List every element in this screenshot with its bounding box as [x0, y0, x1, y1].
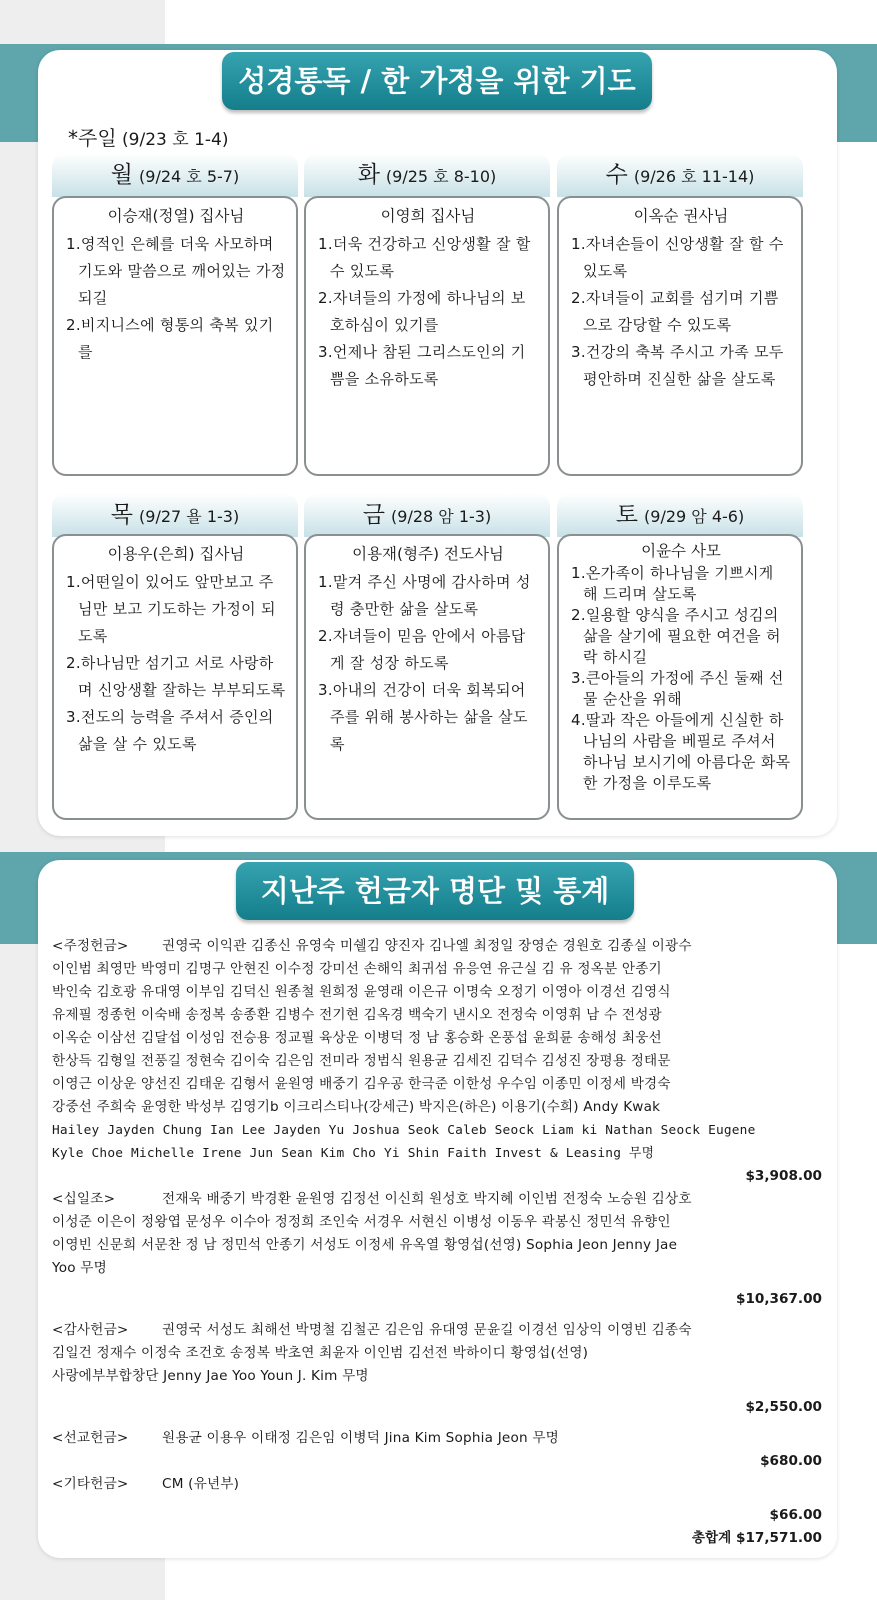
donor-names: CM (유년부) [162, 1476, 240, 1492]
donor-names: 사랑에부부합창단 Jenny Jae Yoo Youn J. Kim 무명 [52, 1368, 369, 1384]
day-ref: (9/27 욜 1-3) [139, 507, 240, 526]
offering-amount: $66.00 [769, 1507, 822, 1523]
donor-names: Yoo 무명 [52, 1260, 107, 1276]
donor-names: 권영국 이익관 김종신 유영숙 미쉘김 양진자 김나엘 최정일 장영순 경원호 김종실 이광수 [162, 938, 692, 954]
offering-amount: $680.00 [760, 1453, 822, 1469]
prayer-item: 2.일용할 양식을 주시고 성김의 삶을 살기에 필요한 여건을 허락 하시길 [571, 606, 781, 666]
prayer-box-saturday [557, 534, 803, 820]
day-ref: (9/26 호 11-14) [633, 167, 755, 186]
offering-line [52, 1188, 822, 1211]
prayer-section-title: 성경통독 / 한 가정을 위한 기도 [222, 52, 652, 110]
prayer-box-wednesday [557, 196, 803, 476]
prayer-item: 2.자녀들이 교회를 섬기며 기쁨으로 감당할 수 있도록 [571, 289, 779, 334]
prayer-item: 2.자녀들이 믿음 안에서 아름답게 잘 성장 하도록 [318, 627, 526, 672]
donor-names: Kyle Choe Michelle Irene Jun Sean Kim Cho Yi Shin Faith Invest & Leasing 무명 [52, 1146, 655, 1161]
donor-names: 김일건 정재수 이정숙 조건호 송정복 박초연 최윤자 이인범 김선전 박하이디 황영섭(선영) [52, 1345, 589, 1361]
donor-names: 유제필 정종헌 이숙배 송정복 송종환 김병수 전기현 김옥경 백숙기 낸시오 전정숙 이영휘 남 수 전성광 [52, 1007, 662, 1023]
day-ref: (9/24 호 5-7) [139, 167, 240, 186]
offering-category-label: <선교헌금> [52, 1430, 129, 1446]
offering-amount: $10,367.00 [736, 1291, 822, 1307]
donor-names: 강중선 주희숙 윤영한 박성부 김영기b 이크리스티나(강세근) 박지은(하은) 이용기(수희) Andy Kwak [52, 1099, 661, 1115]
day-label: 수 [605, 162, 628, 188]
offering-line [52, 1319, 822, 1342]
day-ref: (9/29 암 4-6) [644, 507, 745, 526]
tab-wednesday [557, 153, 803, 197]
day-label: 목 [110, 502, 134, 528]
grand-total: 총합계 $17,571.00 [691, 1530, 822, 1546]
donor-names: 이영근 이상운 양선진 김태운 김형서 윤원영 배중기 김우공 한극준 이한성 우수임 이종민 이정세 박경숙 [52, 1076, 671, 1092]
offering-category-label: <감사헌금> [52, 1322, 129, 1338]
prayer-person: 이용우(은희) 집사님 [107, 545, 245, 563]
day-ref: (9/25 호 8-10) [385, 167, 497, 186]
prayer-box-friday [304, 534, 550, 820]
day-label: 월 [110, 162, 134, 188]
prayer-person: 이윤수 사모 [641, 542, 721, 560]
offering-category-label: <기타헌금> [52, 1476, 129, 1492]
offering-list [52, 935, 822, 1550]
sunday-star: * [68, 126, 78, 150]
prayer-person: 이옥순 권사님 [633, 207, 729, 225]
donor-names: Hailey Jayden Chung Ian Lee Jayden Yu Joshua Seok Caleb Seock Liam ki Nathan Seock Eugene [52, 1123, 756, 1138]
prayer-box-tuesday [304, 196, 550, 476]
donor-names: 한상득 김형일 전풍길 정현숙 김이숙 김은임 전미라 정범식 원용균 김세진 김덕수 김성진 장평용 정태문 [52, 1053, 671, 1069]
donor-names: 이인범 최영만 박영미 김명구 안현진 이수정 강미선 손해익 최귀섬 유응연 유근실 김 유 정옥분 안종기 [52, 961, 662, 977]
prayer-person: 이영희 집사님 [380, 207, 476, 225]
tab-tuesday [304, 153, 550, 197]
prayer-item: 1.자녀손들이 신앙생활 잘 할 수 있도록 [571, 235, 784, 280]
prayer-person: 이용재(형주) 전도사님 [352, 545, 504, 563]
prayer-item: 1.영적인 은혜를 더욱 사모하며 기도와 말씀으로 깨어있는 가정되길 [66, 235, 286, 307]
prayer-item: 1.어떤일이 있어도 앞만보고 주님만 보고 기도하는 가정이 되도록 [66, 573, 276, 645]
tab-monday [52, 153, 298, 197]
donor-names: 이옥순 이삼선 김달섭 이성임 전승용 정교필 육상운 이병덕 정 남 홍승화 온풍섭 윤희륜 송해성 최웅선 [52, 1030, 662, 1046]
donor-names: 이성준 이은이 정왕엽 문성우 이수아 정정희 조인숙 서경우 서현신 이병성 이동우 곽봉신 정민석 유향인 [52, 1214, 671, 1230]
sunday-reading [68, 122, 228, 151]
prayer-item: 2.하나님만 섬기고 서로 사랑하며 신앙생활 잘하는 부부되도록 [66, 654, 286, 699]
prayer-item: 3.언제나 참된 그리스도인의 기쁨을 소유하도록 [318, 343, 526, 388]
day-label: 화 [357, 162, 380, 188]
prayer-box-monday [52, 196, 298, 476]
donor-names: 박인숙 김호광 유대영 이부임 김덕신 원종철 원희정 윤영래 이은규 이명숙 오정기 이영아 이경선 김영식 [52, 984, 671, 1000]
prayer-box-thursday [52, 534, 298, 820]
offering-category-label: <주정헌금> [52, 938, 129, 954]
offering-line [52, 935, 822, 958]
prayer-item: 3.전도의 능력을 주셔서 증인의 삶을 살 수 있도록 [66, 708, 274, 753]
tab-thursday [52, 493, 298, 537]
prayer-person: 이승재(정열) 집사님 [107, 207, 245, 225]
day-label: 토 [615, 502, 639, 528]
prayer-item: 2.비지니스에 형통의 축복 있기를 [66, 316, 274, 361]
offering-section-title: 지난주 헌금자 명단 및 통계 [236, 862, 634, 920]
donor-names: 권영국 서성도 최해선 박명철 김철곤 김은임 유대영 문윤길 이경선 임상익 이영빈 김종숙 [162, 1322, 692, 1338]
sunday-ref: (9/23 호 1-4) [122, 130, 229, 150]
prayer-item: 3.큰아들의 가정에 주신 둘째 선물 순산을 위해 [571, 669, 784, 708]
donor-names: 원용균 이용우 이태정 김은임 이병덕 Jina Kim Sophia Jeon 무명 [162, 1430, 559, 1446]
prayer-item: 2.자녀들의 가정에 하나님의 보호하심이 있기를 [318, 289, 526, 334]
day-label: 금 [362, 502, 386, 528]
offering-amount: $3,908.00 [745, 1168, 822, 1184]
day-ref: (9/28 암 1-3) [391, 507, 492, 526]
offering-line [52, 1473, 822, 1496]
prayer-item: 1.맡겨 주신 사명에 감사하며 성령 충만한 삶을 살도록 [318, 573, 531, 618]
prayer-item: 3.건강의 축복 주시고 가족 모두 평안하며 진실한 삶을 살도록 [571, 343, 784, 388]
tab-saturday [557, 493, 803, 537]
offering-category-label: <십일조> [52, 1191, 116, 1207]
offering-amount: $2,550.00 [745, 1399, 822, 1415]
offering-line [52, 1427, 822, 1450]
tab-friday [304, 493, 550, 537]
prayer-item: 3.아내의 건강이 더욱 회복되어 주를 위해 봉사하는 삶을 살도록 [318, 681, 528, 753]
prayer-item: 1.더욱 건강하고 신앙생활 잘 할 수 있도록 [318, 235, 531, 280]
prayer-item: 1.온가족이 하나님을 기쁘시게 해 드리며 살도록 [571, 564, 774, 603]
sunday-label: 주일 [78, 126, 117, 150]
donor-names: 전재욱 배중기 박경환 윤원영 김정선 이신희 원성호 박지혜 이인범 전정숙 노승원 김상호 [162, 1191, 692, 1207]
prayer-item: 4.딸과 작은 아들에게 신실한 하나님의 사람을 베필로 주셔서 하나님 보시기에 아름다운 화목한 가정을 이루도록 [571, 711, 791, 792]
donor-names: 이영빈 신문희 서문찬 정 남 정민석 안종기 서성도 이정세 유옥열 황영섭(선영) Sophia Jeon Jenny Jae [52, 1237, 678, 1253]
